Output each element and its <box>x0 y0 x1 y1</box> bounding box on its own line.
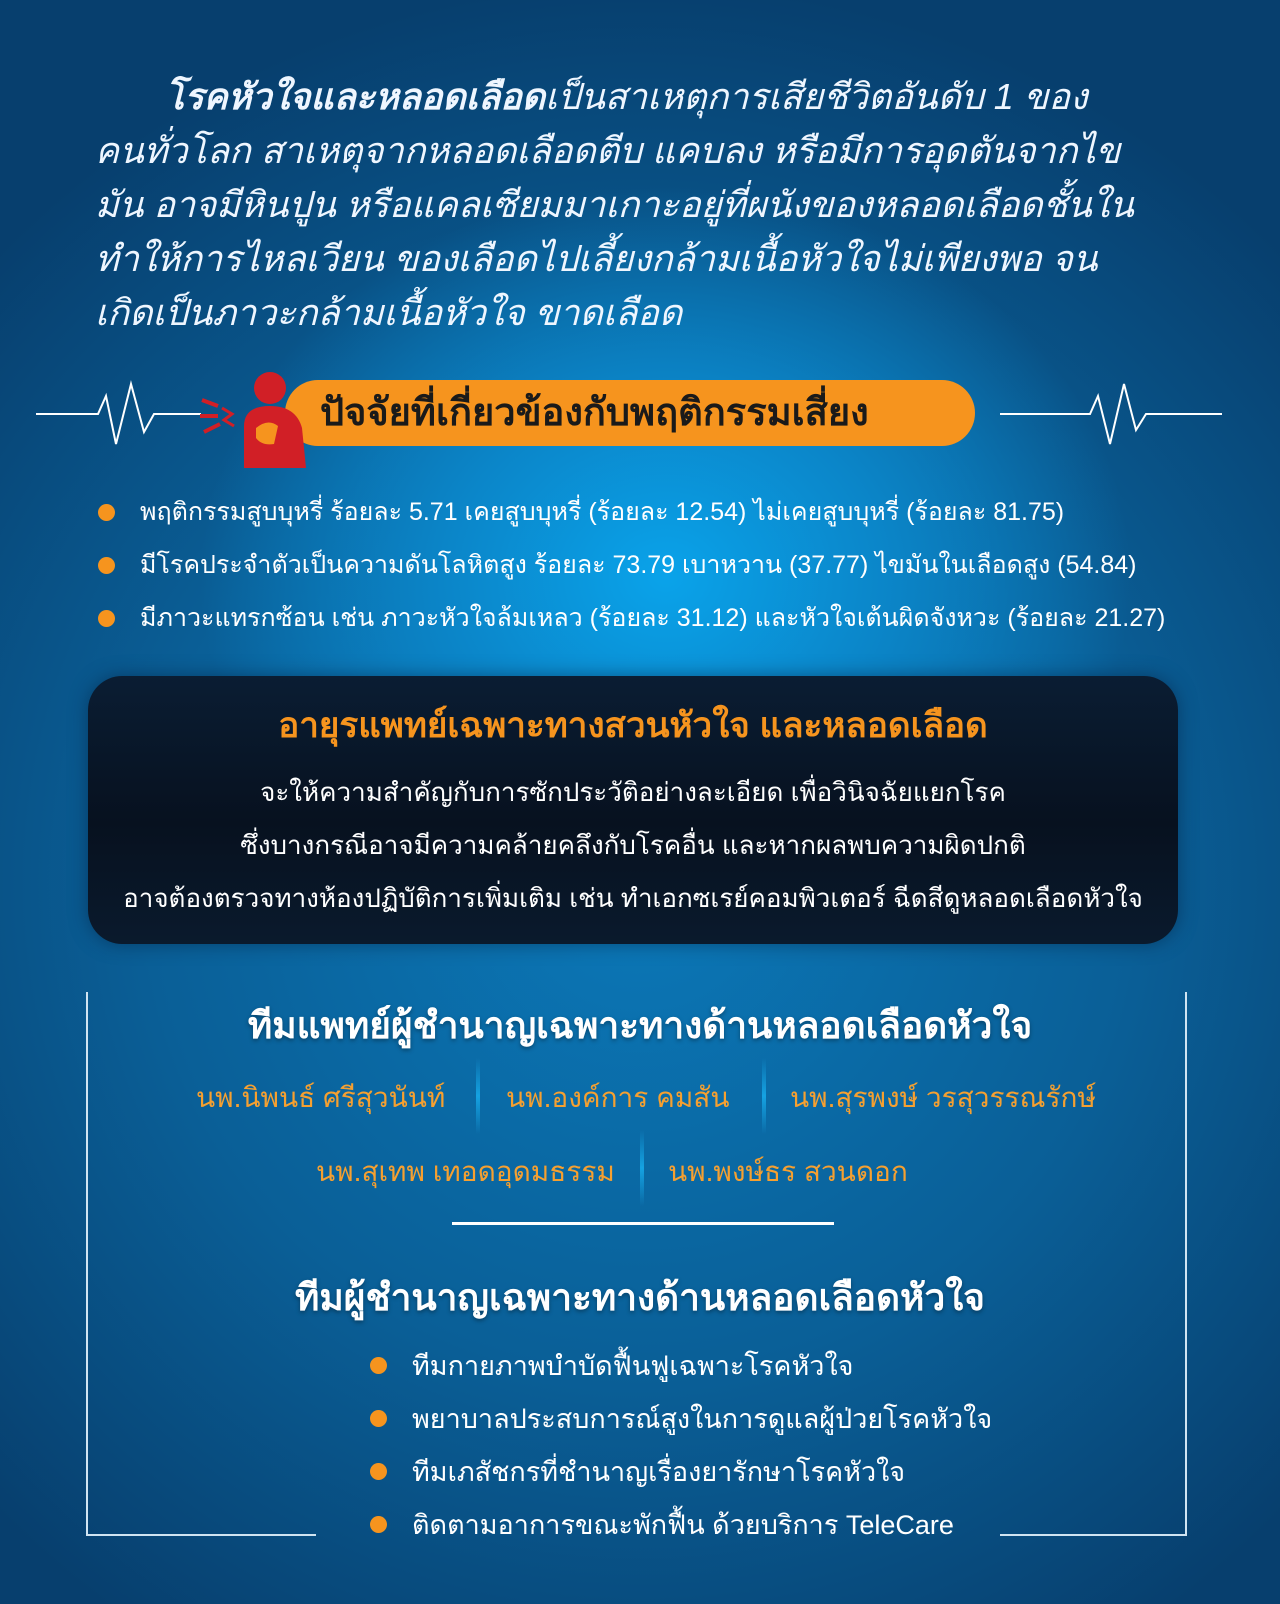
team-item-text: พยาบาลประสบการณ์สูงในการดูแลผู้ป่วยโรคหัวใจ <box>412 1404 993 1434</box>
team-list <box>370 1340 992 1552</box>
intro-lead: โรคหัวใจและหลอดเลือด <box>165 76 546 117</box>
specialist-description <box>88 766 1178 925</box>
intro-text: เป็นสาเหตุการเสียชีวิตอันดับ 1 ของคนทั่วโลก สาเหตุจากหลอดเลือดตีบ แคบลง หรือมีการอุดตันจากไขมัน อาจมีหินปูน หรือแคลเซียมมาเกาะอยู่ที่ผนังของหลอดเลือดชั้นใน ทำให้การไหลเวียน ของเลือดไปเลี้ยงกล้ามเนื้อหัวใจไม่เพียงพอ จนเกิดเป็นภาวะกล้ามเนื้อหัวใจ ขาดเลือด <box>95 76 1134 333</box>
list-item <box>370 1393 992 1446</box>
bullet-dot-icon <box>370 1410 387 1427</box>
bullet-dot-icon <box>98 610 115 627</box>
bullet-dot-icon <box>370 1516 387 1533</box>
team-item-text: ทีมเภสัชกรที่ชำนาญเรื่องยารักษาโรคหัวใจ <box>412 1457 906 1487</box>
intro-paragraph <box>95 70 1135 340</box>
risk-item-text: มีภาวะแทรกซ้อน เช่น ภาวะหัวใจล้มเหลว (ร้อยละ 31.12) และหัวใจเต้นผิดจังหวะ (ร้อยละ 21.27) <box>140 604 1166 632</box>
doctors-title: ทีมแพทย์ผู้ชำนาญเฉพาะทางด้านหลอดเลือดหัวใจ <box>247 1005 1033 1046</box>
frame-right-line <box>1185 992 1187 1536</box>
section-divider <box>452 1222 834 1225</box>
doctor-name: นพ.สุรพงษ์ วรสุวรรณรักษ์ <box>790 1082 1096 1113</box>
heartbeat-left-icon <box>36 380 201 450</box>
bullet-dot-icon <box>370 1357 387 1374</box>
risk-item-text: มีโรคประจำตัวเป็นความดันโลหิตสูง ร้อยละ 73.79 เบาหวาน (37.77) ไขมันในเลือดสูง (54.84) <box>140 551 1137 579</box>
risk-title: ปัจจัยที่เกี่ยวข้องกับพฤติกรรมเสี่ยง <box>320 392 869 434</box>
bullet-dot-icon <box>370 1463 387 1480</box>
doctor-separator <box>476 1058 480 1134</box>
risk-list <box>98 486 1165 645</box>
list-item <box>98 592 1165 645</box>
team-item-text: ทีมกายภาพบำบัดฟื้นฟูเฉพาะโรคหัวใจ <box>412 1351 854 1381</box>
person-chest-pain-icon <box>198 368 318 468</box>
heartbeat-right-icon <box>1000 380 1222 450</box>
list-item <box>98 539 1165 592</box>
list-item <box>370 1499 992 1552</box>
doctor-name: นพ.พงษ์ธร สวนดอก <box>668 1156 908 1187</box>
bullet-dot-icon <box>98 504 115 521</box>
doctor-separator <box>640 1130 644 1206</box>
list-item <box>370 1340 992 1393</box>
specialist-line: อาจต้องตรวจทางห้องปฏิบัติการเพิ่มเติม เช่น ทำเอกซเรย์คอมพิวเตอร์ ฉีดสีดูหลอดเลือดหัวใจ <box>123 883 1143 913</box>
doctor-separator <box>762 1058 766 1134</box>
frame-bottom-left-line <box>86 1534 316 1536</box>
team-title: ทีมผู้ชำนาญเฉพาะทางด้านหลอดเลือดหัวใจ <box>295 1277 985 1318</box>
frame-bottom-right-line <box>1000 1534 1187 1536</box>
doctor-name: นพ.นิพนธ์ ศรีสุวนันท์ <box>196 1082 446 1113</box>
bullet-dot-icon <box>98 557 115 574</box>
team-item-text: ติดตามอาการขณะพักฟื้น ด้วยบริการ TeleCare <box>412 1510 954 1540</box>
specialist-line: จะให้ความสำคัญกับการซักประวัติอย่างละเอียด เพื่อวินิจฉัยแยกโรค <box>260 777 1006 807</box>
frame-left-line <box>86 992 88 1536</box>
risk-item-text: พฤติกรรมสูบบุหรี่ ร้อยละ 5.71 เคยสูบบุหรี่ (ร้อยละ 12.54) ไม่เคยสูบบุหรี่ (ร้อยละ 81.75) <box>140 498 1065 526</box>
doctor-name: นพ.สุเทพ เทอดอุดมธรรม <box>316 1156 615 1187</box>
specialist-line: ซึ่งบางกรณีอาจมีความคล้ายคลึงกับโรคอื่น และหากผลพบความผิดปกติ <box>240 830 1026 860</box>
list-item <box>98 486 1165 539</box>
list-item <box>370 1446 992 1499</box>
doctor-name: นพ.องค์การ คมสัน <box>506 1082 730 1113</box>
specialist-title: อายุรแพทย์เฉพาะทางสวนหัวใจ และหลอดเลือด <box>278 706 988 745</box>
